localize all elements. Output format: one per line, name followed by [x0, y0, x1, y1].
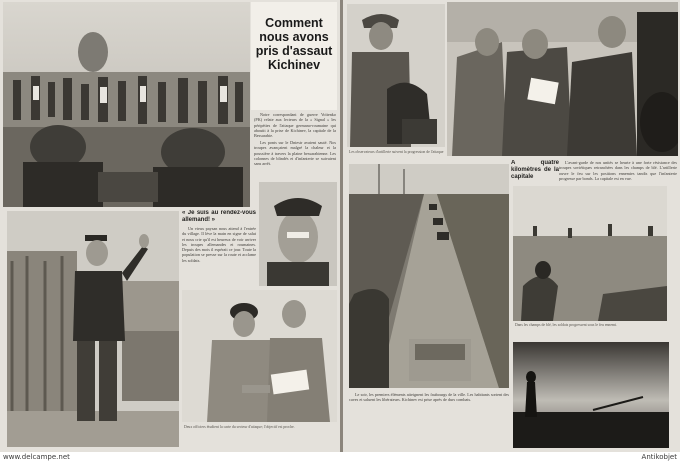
- article-intro: Notre correspondant de guerre Voïtenko (PK) relate aux lecteurs de la « Signal » les péripéties de l'attaque germano-roumaine qui aboutit à la prise de Kichinev, la capitale de la Bessarabie.: [254, 112, 336, 139]
- footer-bar: [0, 452, 680, 462]
- article-body-left: Les ponts sur le Dniestr avaient sauté. Nos troupes avançaient malgré la chaleur et la poussière à travers la plaine bessarabienne. Les colonnes de blindés et d'infanterie se suivaient sans arrêt.: [254, 139, 336, 167]
- left-page: [0, 0, 341, 452]
- section-subhead-2: A quatre kilomètres de la capitale: [511, 160, 559, 180]
- section-1-text: Un vieux paysan nous attend à l'entrée du village. Il lève la main en signe de salut et nous crie qu'il est heureux de voir arriver les troupes allemandes et roumaines. Depuis des mois il espérait ce jour. Toute la population se presse sur la route et acclame les soldats.: [182, 226, 256, 263]
- article-body-bottom: Le soir, les premiers éléments atteignent les faubourgs de la ville. Les habitants sortent des caves et saluent les libérateurs. Kichinev est prise après de durs combats.: [349, 392, 509, 403]
- caption-soldiers-grain: Dans les champs de blé, les soldats progressent sous le feu ennemi.: [515, 323, 617, 327]
- section-column-right: [511, 160, 677, 184]
- footer-source-link[interactable]: www.delcampe.net: [3, 453, 70, 461]
- photo-officers-map: [182, 290, 337, 422]
- photo-artillery-observer: [347, 4, 445, 147]
- article-intro-column: [254, 112, 336, 180]
- photo-crowd-cheering: [3, 2, 250, 207]
- headline-box: [251, 2, 337, 110]
- footer-seller-name: Antikobjet: [641, 453, 677, 461]
- bottom-text-column: [349, 392, 509, 448]
- photo-sunset-silhouette: [513, 342, 669, 448]
- article-headline: Comment nous avons pris d'assaut Kichinev: [255, 16, 333, 72]
- photo-smiling-soldier: [259, 182, 337, 286]
- photo-soldiers-group: [447, 2, 678, 156]
- caption-officers-map: Deux officiers étudient la carte du secteur d'attaque; l'objectif est proche.: [184, 425, 295, 429]
- caption-observer: Les observateurs d'artillerie suivent la progression de l'attaque: [349, 150, 444, 154]
- photo-peasant-waving: [7, 211, 179, 447]
- section-column-left: [182, 210, 256, 292]
- right-page: [343, 0, 680, 452]
- photo-soldiers-grain-field: [513, 186, 667, 321]
- section-2-text: L'avant-garde de nos unités se heurte à une forte résistance des troupes soviétiques retranchées dans les champs de blé. L'artillerie ouvre le feu sur les positions ennemies tandis que l'infanterie progresse par bonds. La capitale est en vue.: [559, 160, 677, 181]
- photo-road-convoy: [349, 164, 509, 388]
- section-subhead-1: « Je suis au rendez-vous allemand! »: [182, 210, 256, 223]
